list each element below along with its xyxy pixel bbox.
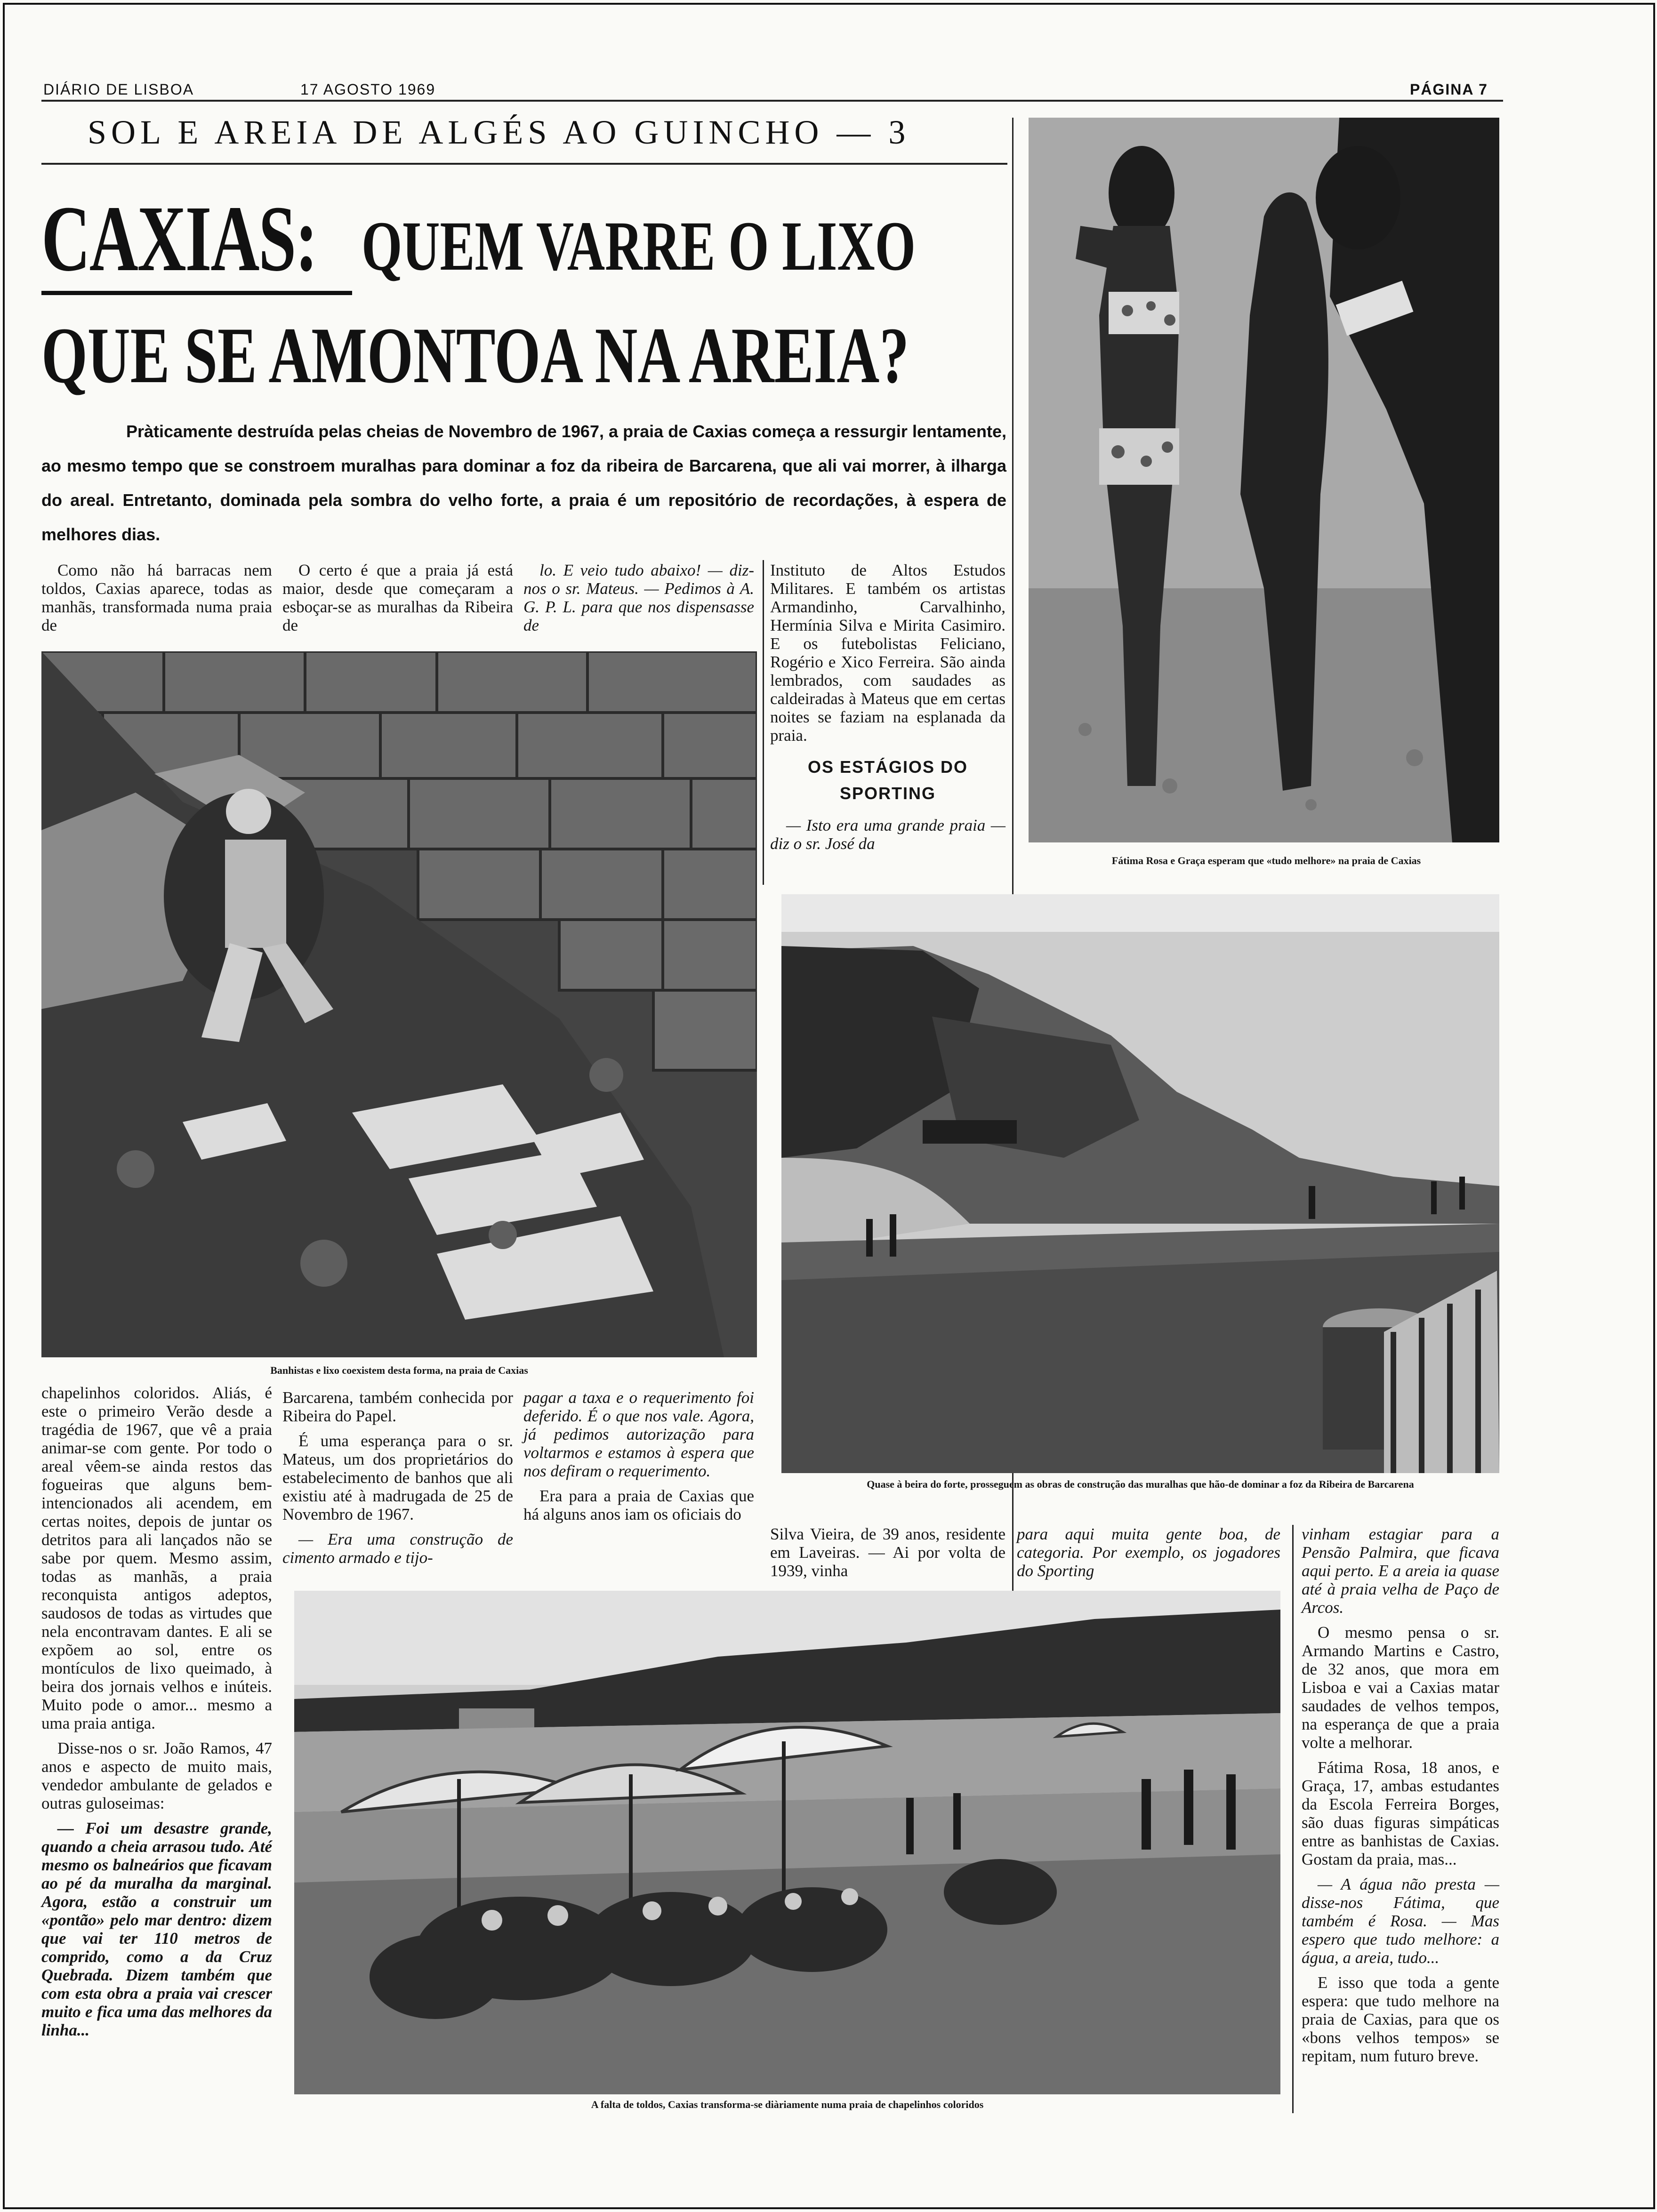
- caption-photo2: Fátima Rosa e Graça esperam que «tudo melhore» na praia de Caxias: [1111, 855, 1421, 866]
- column-rule: [1292, 1525, 1294, 2113]
- article-text: Fátima Rosa, 18 anos, e Graça, 17, ambas estudantes da Escola Ferreira Borges, são duas figuras simpáticas entre as banhistas de Caxias. Gostam da praia, mas...: [1302, 1758, 1499, 1868]
- article-col1-top: [41, 561, 272, 641]
- caption-photo4: A falta de toldos, Caxias transforma-se diàriamente numa praia de chapelinhos coloridos: [591, 2099, 984, 2110]
- article-col1-mid: [41, 1384, 272, 2046]
- article-text: para aqui muita gente boa, de categoria. Por exemplo, os jogadores do Sporting: [1017, 1525, 1280, 1580]
- article-text: — A água não presta — disse-nos Fátima, que também é Rosa. — Mas espero que tudo melhore: a água, a areia, tudo...: [1302, 1875, 1499, 1967]
- article-text: O certo é que a praia já está maior, desde que começaram a esboçar-se as muralhas da Ribeira de: [282, 561, 513, 634]
- article-col2-top: [282, 561, 513, 641]
- headline-line1: QUEM VARRE O LIXO: [362, 207, 916, 285]
- article-text: Barcarena, também conhecida por Ribeira do Papel.: [282, 1388, 513, 1425]
- article-text: Instituto de Altos Estudos Militares. E também os artistas Armandinho, Carvalhinho, Hermínia Silva e Mirita Casimiro. E os futebolistas Feliciano, Rogério e Xico Ferreira. São ainda lembrados, com saudades as caldeiradas à Mateus que em certas noites se faziam na esplanada da praia.: [770, 561, 1005, 745]
- article-col4-mid: [770, 1525, 1005, 1587]
- photo-two-girls-image: [1029, 118, 1499, 842]
- masthead-page: PÁGINA 7: [1410, 81, 1488, 98]
- article-text: E isso que toda a gente espera: que tudo melhore na praia de Caxias, para que os «bons velhos tempos» se repitam, num futuro breve.: [1302, 1973, 1499, 2065]
- article-col2-mid: [282, 1388, 513, 1573]
- article-text: É uma esperança para o sr. Mateus, um dos proprietários do estabelecimento de banhos que ali existiu até à madrugada de 25 de Novembro de 1967.: [282, 1432, 513, 1523]
- photo-fort-construction-image: [781, 894, 1499, 1473]
- masthead-rule: [41, 100, 1503, 102]
- kicker-headline: SOL E AREIA DE ALGÉS AO GUINCHO — 3: [88, 113, 910, 151]
- article-text: pagar a taxa e o requerimento foi deferido. É o que nos vale. Agora, já pedimos autorização para voltarmos e estamos à espera que nos defiram o requerimento.: [523, 1388, 754, 1480]
- caption-photo1: Banhistas e lixo coexistem desta forma, na praia de Caxias: [270, 1364, 528, 1376]
- article-text: — Foi um desastre grande, quando a cheia arrasou tudo. Até mesmo os balneários que ficavam ao pé da muralha da marginal. Agora, estão a construir um «pontão» pelo mar dentro: dizem que vai ter 110 metros de comprido, como a da Cruz Quebrada. Dizem também que com esta obra a praia vai crescer muito e fica uma das melhores da linha...: [41, 1819, 272, 2039]
- article-col3-mid: [523, 1388, 754, 1530]
- headline-underline: [41, 291, 352, 295]
- photo-bather-litter: [41, 651, 757, 1357]
- article-col5-mid: [1017, 1525, 1280, 1587]
- subheading-sporting: OS ESTÁGIOS DO SPORTING: [807, 757, 968, 803]
- article-text: Silva Vieira, de 39 anos, residente em Laveiras. — Ai por volta de 1939, vinha: [770, 1525, 1005, 1580]
- article-text: lo. E veio tudo abaixo! — diz-nos o sr. Mateus. — Pedimos à A. G. P. L. para que nos dispensasse de: [523, 561, 754, 634]
- article-col3-top: [523, 561, 754, 641]
- masthead-date: 17 AGOSTO 1969: [300, 81, 436, 98]
- article-text: vinham estagiar para a Pensão Palmira, que ficava aqui perto. E a areia ia quase até à praia velha de Paço de Arcos.: [1302, 1525, 1499, 1617]
- headline-caxias: CAXIAS:: [41, 187, 317, 291]
- article-text: O mesmo pensa o sr. Armando Martins e Castro, de 32 anos, que mora em Lisboa e vai a Caxias matar saudades de velhos tempos, na esperança de que a praia volte a melhorar.: [1302, 1623, 1499, 1752]
- article-text: Como não há barracas nem toldos, Caxias aparece, todas as manhãs, transformada numa praia de: [41, 561, 272, 634]
- article-col6: [1302, 1525, 1499, 2072]
- masthead-paper: DIÁRIO DE LISBOA: [43, 81, 194, 98]
- photo-two-girls: [1029, 118, 1499, 842]
- photo-beach-umbrellas: [294, 1591, 1280, 2094]
- article-text: — Era uma construção de cimento armado e tijo-: [282, 1530, 513, 1567]
- column-rule: [763, 560, 764, 885]
- photo-beach-umbrellas-image: [294, 1591, 1280, 2094]
- photo-bather-litter-image: [41, 651, 757, 1357]
- kicker-rule: [41, 163, 1007, 165]
- article-text: Disse-nos o sr. João Ramos, 47 anos e aspecto de muito mais, vendedor ambulante de gelados e outras guloseimas:: [41, 1739, 272, 1812]
- article-col4: [770, 561, 1005, 859]
- article-text: — Isto era uma grande praia — diz o sr. José da: [770, 816, 1005, 853]
- article-text: Era para a praia de Caxias que há alguns anos iam os oficiais do: [523, 1487, 754, 1523]
- article-text: chapelinhos coloridos. Aliás, é este o primeiro Verão desde a tragédia de 1967, que vê a praia animar-se com gente. Por todo o areal vêem-se ainda restos das fogueiras que alguns bem-intencionados ali acendem, em certas noites, depois de juntar os detritos para ali lançados não se sabe por quem. Mesmo assim, todas as manhãs, a praia reconquista antigos adeptos, saudosos de todas as virtudes que nela encontravam dantes. E ali se expõem ao sol, entre os montículos de lixo queimado, à beira dos jornais velhos e inúteis. Muito pode o amor... mesmo a uma praia antiga.: [41, 1384, 272, 1732]
- lead-paragraph: Pràticamente destruída pelas cheias de Novembro de 1967, a praia de Caxias começa a ressurgir lentamente, ao mesmo tempo que se constroem muralhas para dominar a foz da ribeira de Barcarena, que ali vai morrer, à ilharga do areal. Entretanto, dominada pela sombra do velho forte, a praia é um repositório de recordações, à espera de melhores dias.: [41, 422, 1006, 544]
- photo-fort-construction: [781, 894, 1499, 1473]
- caption-photo3: Quase à beira do forte, prosseguem as obras de construção das muralhas que hão-de dominar a foz da Ribeira de Barcarena: [867, 1478, 1414, 1490]
- headline-line2: QUE SE AMONTOA NA AREIA?: [41, 311, 909, 400]
